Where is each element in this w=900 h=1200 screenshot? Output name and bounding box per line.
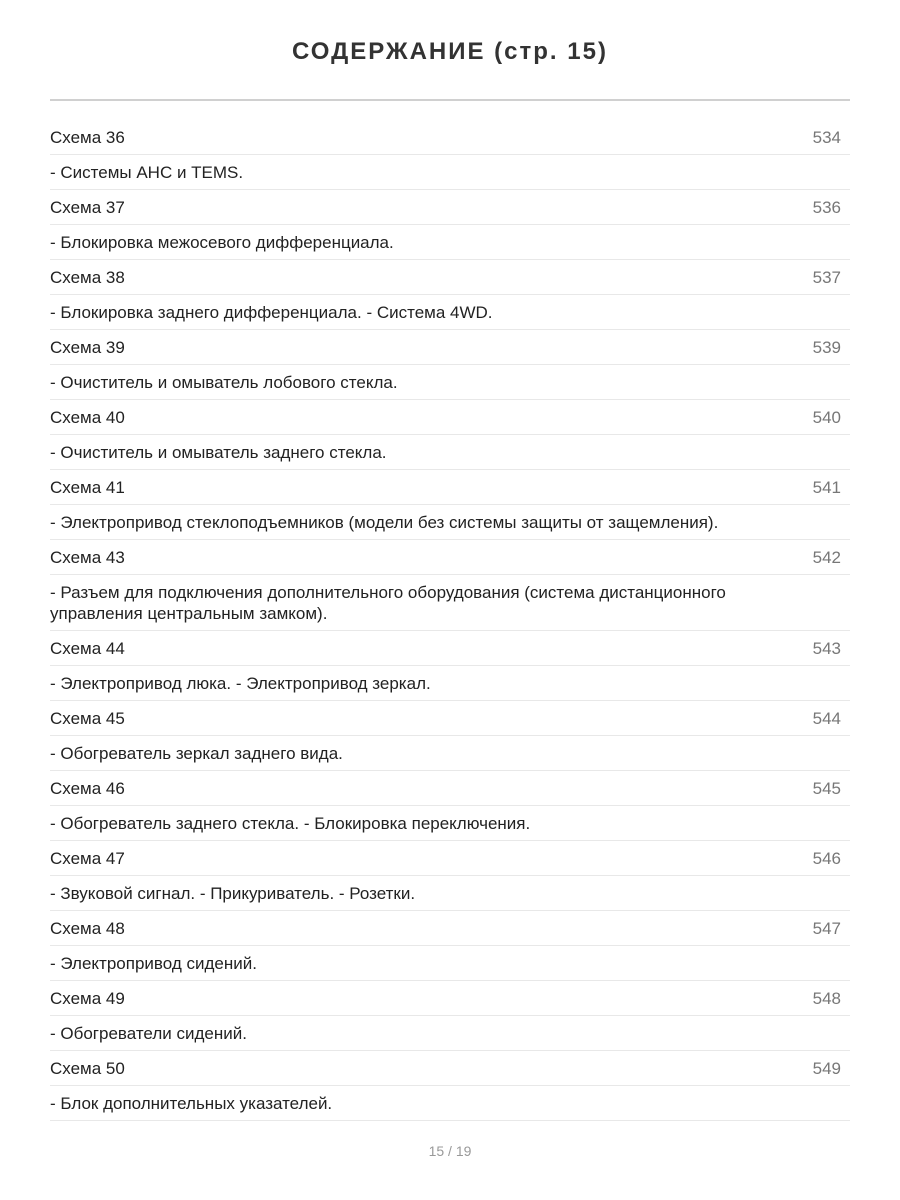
toc-entry-description [50, 295, 850, 330]
toc-entry[interactable] [50, 120, 850, 155]
entry-label: - Очиститель и омыватель заднего стекла. [50, 443, 387, 462]
toc-entry-description [50, 666, 850, 701]
entry-label: Схема 41 [50, 478, 125, 497]
entry-label: Схема 47 [50, 849, 125, 868]
toc-entry-description [50, 225, 850, 260]
entry-label: - Разъем для подключения дополнительного оборудования (система дистанционного управления центральным замком). [50, 583, 726, 623]
entry-label: Схема 37 [50, 198, 125, 217]
entry-page: 543 [812, 639, 841, 658]
entry-label: - Блокировка межосевого дифференциала. [50, 233, 394, 252]
page-title: СОДЕРЖАНИЕ (стр. 15) [292, 38, 608, 65]
toc-entry-description [50, 806, 850, 841]
page-indicator: 15 / 19 [428, 1143, 472, 1159]
entry-label: - Системы AHC и TEMS. [50, 163, 244, 182]
title-divider [50, 99, 850, 101]
toc-entry-description [50, 876, 850, 911]
entry-label: Схема 43 [50, 548, 125, 567]
entry-label: - Обогреватель зеркал заднего вида. [50, 744, 343, 763]
entry-label: Схема 50 [50, 1059, 125, 1078]
toc-entry-description [50, 1086, 850, 1121]
entry-label: - Электропривод сидений. [50, 954, 257, 973]
entry-label: - Звуковой сигнал. - Прикуриватель. - Розетки. [50, 884, 416, 903]
entry-label: Схема 36 [50, 128, 125, 147]
toc-entry[interactable] [50, 911, 850, 946]
entry-label: - Обогреватели сидений. [50, 1024, 247, 1043]
entry-page: 540 [812, 408, 841, 427]
entry-label: Схема 39 [50, 338, 125, 357]
toc-entry[interactable] [50, 540, 850, 575]
toc-entry[interactable] [50, 470, 850, 505]
entry-page: 546 [812, 849, 841, 868]
entry-label: - Блокировка заднего дифференциала. - Система 4WD. [50, 303, 493, 322]
entry-page: 545 [812, 779, 841, 798]
toc-entry[interactable] [50, 330, 850, 365]
entry-label: Схема 40 [50, 408, 125, 427]
toc-entry-description [50, 575, 850, 631]
entry-label: Схема 48 [50, 919, 125, 938]
entry-label: Схема 49 [50, 989, 125, 1008]
entry-page: 539 [812, 338, 841, 357]
entry-page: 549 [812, 1059, 841, 1078]
entry-page: 547 [812, 919, 841, 938]
entry-page: 542 [812, 548, 841, 567]
toc-entry[interactable] [50, 260, 850, 295]
toc-entry-description [50, 1016, 850, 1051]
entry-label: Схема 46 [50, 779, 125, 798]
entry-label: Схема 45 [50, 709, 125, 728]
toc-entry[interactable] [50, 631, 850, 666]
entry-page: 534 [812, 128, 841, 147]
entry-label: Схема 44 [50, 639, 125, 658]
toc-entry-description [50, 736, 850, 771]
entry-label: Схема 38 [50, 268, 125, 287]
toc-entry-description [50, 435, 850, 470]
toc-entry-description [50, 946, 850, 981]
toc-entry[interactable] [50, 841, 850, 876]
table-of-contents [50, 120, 850, 1121]
toc-entry[interactable] [50, 771, 850, 806]
entry-page: 548 [812, 989, 841, 1008]
entry-label: - Очиститель и омыватель лобового стекла. [50, 373, 398, 392]
entry-label: - Обогреватель заднего стекла. - Блокировка переключения. [50, 814, 531, 833]
entry-page: 536 [812, 198, 841, 217]
entry-page: 537 [812, 268, 841, 287]
toc-entry[interactable] [50, 190, 850, 225]
entry-label: - Блок дополнительных указателей. [50, 1094, 333, 1113]
toc-entry[interactable] [50, 701, 850, 736]
entry-page: 541 [812, 478, 841, 497]
toc-entry[interactable] [50, 981, 850, 1016]
entry-label: - Электропривод люка. - Электропривод зеркал. [50, 674, 431, 693]
entry-label: - Электропривод стеклоподъемников (модели без системы защиты от защемления). [50, 513, 719, 532]
toc-entry-description [50, 505, 850, 540]
toc-entry[interactable] [50, 400, 850, 435]
toc-entry-description [50, 365, 850, 400]
toc-entry-description [50, 155, 850, 190]
toc-entry[interactable] [50, 1051, 850, 1086]
entry-page: 544 [812, 709, 841, 728]
